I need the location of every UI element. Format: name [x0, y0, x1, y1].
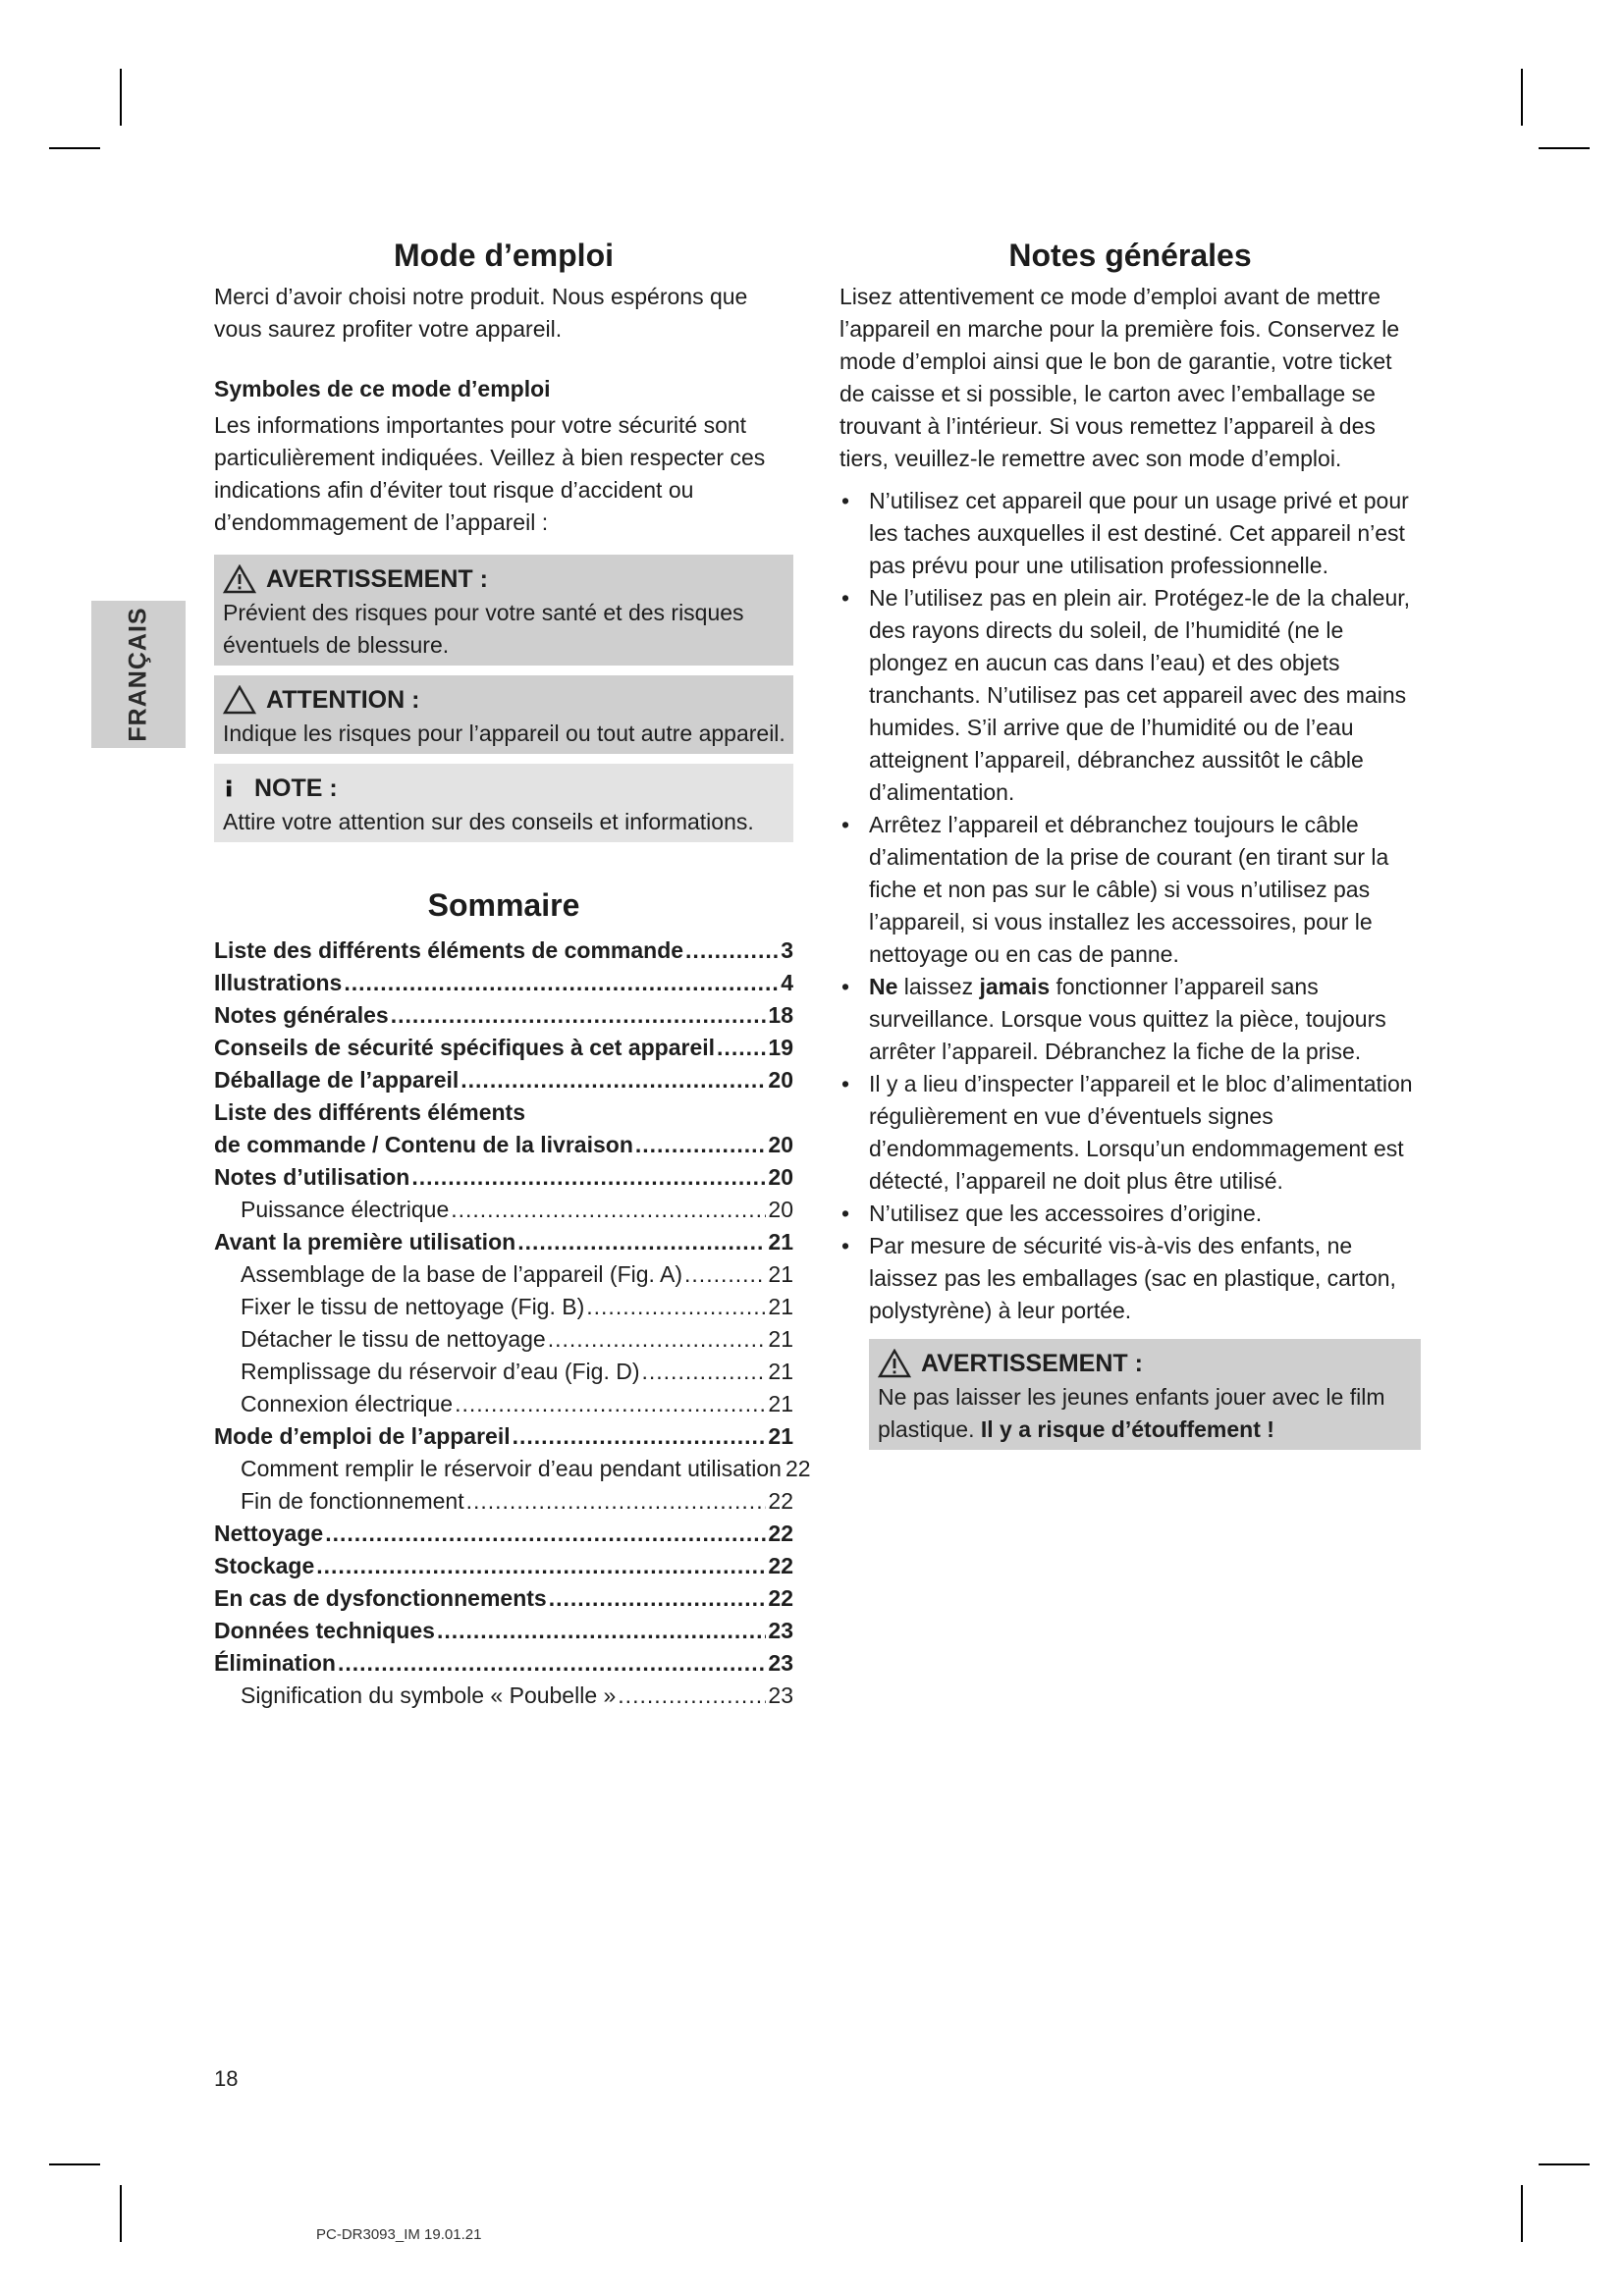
language-label: FRANÇAIS — [124, 607, 152, 742]
warning-triangle-icon — [223, 564, 256, 594]
attention-text: Indique les risques pour l’appareil ou tout autre appareil. — [223, 721, 785, 746]
warning-text: Prévient des risques pour votre santé et des risques éventuels de blessure. — [223, 600, 744, 658]
crop-mark — [120, 69, 122, 126]
warning-triangle-icon — [878, 1349, 911, 1378]
toc-entry: En cas de dysfonctionnements ..... 22 — [214, 1582, 793, 1615]
language-tab — [91, 601, 186, 748]
toc-entry: Données techniques ..... 23 — [214, 1615, 793, 1647]
toc-entry: Liste des différents éléments de commande ..... 3 — [214, 934, 793, 967]
mode-emploi-title: Mode d’emploi — [394, 238, 614, 273]
toc-entry: Avant la première utilisation ..... 21 — [214, 1226, 793, 1258]
toc-subentry: Détacher le tissu de nettoyage ..... 21 — [214, 1323, 793, 1356]
attention-triangle-icon — [223, 685, 256, 715]
list-item: • Ne l’utilisez pas en plein air. Protégez-le de la chaleur, des rayons directs du soleil, de l’humidité (ne le plongez en aucun cas dans l’eau) et des objets tranchants. N’utilisez pas cet appareil avec des mains humides. S’il arrive que de l’humidité ou de l’eau atteignent l’appareil, débranchez aussitôt le câble d’alimentation. — [841, 585, 1411, 805]
toc-entry: Mode d’emploi de l’appareil ..... 21 — [214, 1420, 793, 1453]
intro-text: Merci d’avoir choisi notre produit. Nous espérons que vous saurez profiter votre appareil. — [214, 284, 748, 342]
child-warning-title: AVERTISSEMENT : — [921, 1350, 1143, 1377]
toc-entry: Notes d’utilisation ..... 20 — [214, 1161, 793, 1194]
sommaire-title: Sommaire — [427, 887, 580, 923]
list-item: • N’utilisez cet appareil que pour un usage privé et pour les taches auxquelles il est destiné. Cet appareil n’est pas prévu pour une utilisation professionnelle. — [841, 488, 1409, 578]
list-item: • Il y a lieu d’inspecter l’appareil et le bloc d’alimentation régulièrement en vue d’éventuels signes d’endommagements. Lorsqu’un endommagement est détecté, l’appareil ne doit plus être utilisé. — [841, 1071, 1413, 1194]
toc-subentry: Assemblage de la base de l’appareil (Fig. A) ..... 21 — [214, 1258, 793, 1291]
warning-title: AVERTISSEMENT : — [266, 565, 488, 593]
crop-mark — [49, 2163, 100, 2165]
footer-code: PC-DR3093_IM 19.01.21 — [316, 2226, 482, 2243]
notes-generales-title: Notes générales — [1008, 238, 1252, 273]
list-item: • Arrêtez l’appareil et débranchez toujours le câble d’alimentation de la prise de courant (en tirant sur la fiche et non pas sur le câble) si vous n’utilisez pas l’appareil, si vous installez les accessoires, pour le nettoyage ou en cas de panne. — [841, 812, 1389, 967]
toc-entry: Élimination ..... 23 — [214, 1647, 793, 1680]
child-warning-bold: Il y a risque d’étouffement ! — [980, 1416, 1274, 1442]
list-item: • Ne laissez jamais fonctionner l’appareil sans surveillance. Lorsque vous quittez la pièce, toujours arrêter l’appareil. Débranchez la fiche de la prise. — [841, 974, 1386, 1064]
symbols-heading: Symboles de ce mode d’emploi — [214, 376, 551, 401]
toc-entry: Liste des différents éléments — [214, 1099, 525, 1125]
crop-mark — [1521, 69, 1523, 126]
toc-entry: Illustrations ..... 4 — [214, 967, 793, 999]
list-item: • Par mesure de sécurité vis-à-vis des enfants, ne laissez pas les emballages (sac en plastique, carton, polystyrène) à leur portée. — [841, 1233, 1396, 1323]
toc-subentry: Fixer le tissu de nettoyage (Fig. B) ..... 21 — [214, 1291, 793, 1323]
toc-subentry: Fin de fonctionnement ..... 22 — [214, 1485, 793, 1518]
toc-entry: de commande / Contenu de la livraison ..... 20 — [214, 1129, 793, 1161]
crop-mark — [49, 147, 100, 149]
info-icon — [223, 774, 244, 803]
toc-entry: Notes générales ..... 18 — [214, 999, 793, 1032]
toc-subentry: Puissance électrique ..... 20 — [214, 1194, 793, 1226]
toc-subentry: Signification du symbole « Poubelle » ..... 23 — [214, 1680, 793, 1712]
toc-entry: Déballage de l’appareil ..... 20 — [214, 1064, 793, 1096]
crop-mark — [1539, 2163, 1590, 2165]
toc-subentry: Comment remplir le réservoir d’eau pendant utilisation 22 — [241, 1456, 811, 1481]
attention-box — [214, 675, 793, 754]
table-of-contents — [214, 934, 811, 1712]
child-warning-text: Ne pas laisser les jeunes enfants jouer avec le film plastique. — [878, 1384, 1385, 1442]
list-item: • N’utilisez que les accessoires d’origine. — [841, 1201, 1263, 1226]
toc-entry: Conseils de sécurité spécifiques à cet appareil ..... 19 — [214, 1032, 793, 1064]
toc-entry: Nettoyage ..... 22 — [214, 1518, 793, 1550]
crop-mark — [120, 2185, 122, 2242]
right-column — [839, 234, 1421, 1450]
note-box — [214, 764, 793, 842]
symbols-text: Les informations importantes pour votre sécurité sont particulièrement indiquées. Veillez à bien respecter ces indications afin d’éviter tout risque d’accident ou d’endommagement de l’appareil : — [214, 412, 766, 535]
note-title: NOTE : — [254, 774, 338, 802]
crop-mark — [1521, 2185, 1523, 2242]
note-text: Attire votre attention sur des conseils et informations. — [223, 809, 754, 834]
toc-subentry: Remplissage du réservoir d’eau (Fig. D) ..... 21 — [214, 1356, 793, 1388]
toc-subentry: Connexion électrique ..... 21 — [214, 1388, 793, 1420]
warning-box — [214, 555, 793, 666]
child-warning-box — [869, 1339, 1421, 1450]
attention-title: ATTENTION : — [266, 686, 420, 714]
notes-intro: Lisez attentivement ce mode d’emploi avant de mettre l’appareil en marche pour la première fois. Conservez le mode d’emploi ainsi que le bon de garantie, votre ticket de caisse et si possible, le carton avec l’emballage se trouvant à l’intérieur. Si vous remettez l’appareil à des tiers, veuillez-le remettre avec son mode d’emploi. — [839, 284, 1400, 471]
toc-entry: Stockage ..... 22 — [214, 1550, 793, 1582]
page-number: 18 — [214, 2066, 239, 2091]
left-column — [214, 234, 811, 1712]
safety-list — [839, 485, 1421, 1327]
crop-mark — [1539, 147, 1590, 149]
